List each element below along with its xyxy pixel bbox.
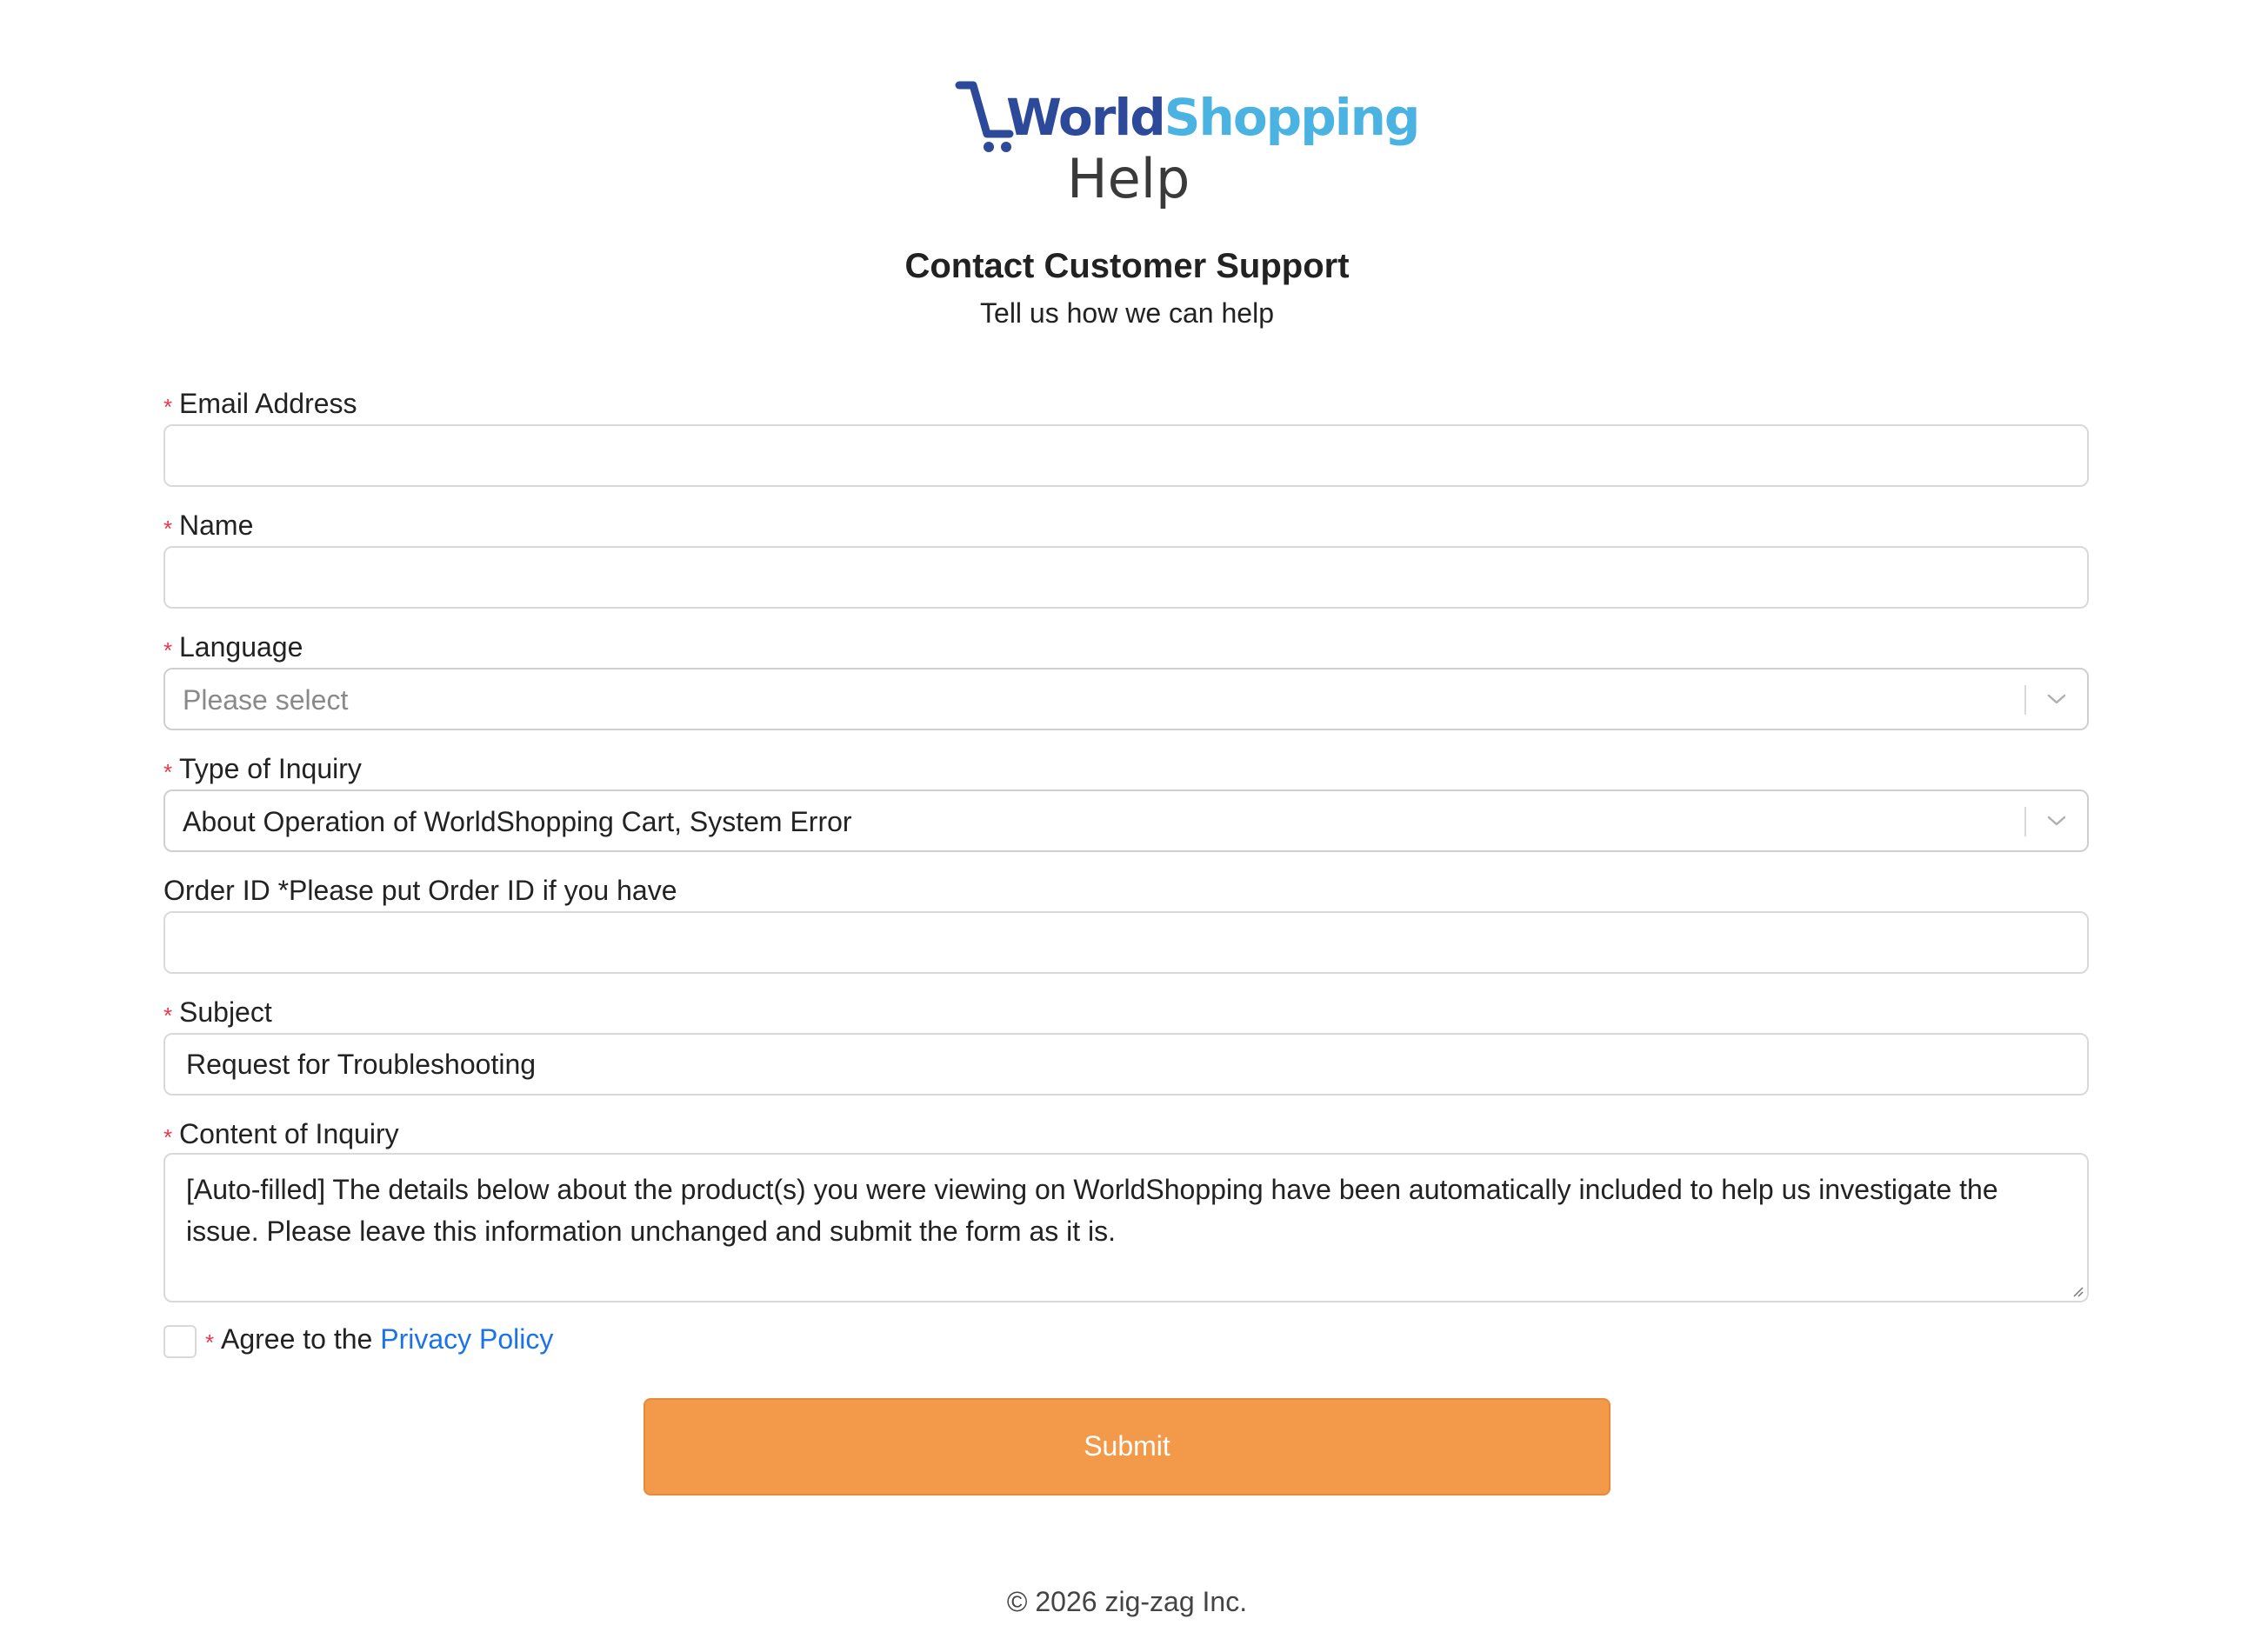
required-marker: * <box>163 759 173 785</box>
logo-help-text: Help <box>1067 147 1190 210</box>
chevron-down-icon <box>2045 812 2068 829</box>
page-subtitle: Tell us how we can help <box>980 297 1274 329</box>
name-field[interactable] <box>163 546 2089 609</box>
email-label <box>163 384 357 426</box>
name-label <box>163 506 253 548</box>
resize-handle-icon[interactable] <box>2070 1283 2084 1297</box>
inquiry-type-label <box>163 749 362 791</box>
required-marker: * <box>163 637 173 663</box>
content-label-text: Content of Inquiry <box>179 1118 399 1149</box>
required-marker: * <box>163 516 173 542</box>
submit-button[interactable]: Submit <box>644 1398 1610 1495</box>
privacy-policy-link[interactable]: Privacy Policy <box>380 1323 554 1355</box>
privacy-agree-text: Agree to the <box>221 1323 381 1355</box>
content-overflow-line <box>186 1292 2066 1302</box>
content-label <box>163 1115 399 1156</box>
content-textarea[interactable] <box>163 1153 2089 1302</box>
order-id-label: Order ID *Please put Order ID if you have <box>163 875 677 906</box>
required-marker: * <box>205 1329 215 1356</box>
worldshopping-help-logo <box>952 78 1419 217</box>
order-id-field[interactable] <box>163 911 2089 974</box>
required-marker: * <box>163 394 173 420</box>
required-marker: * <box>163 1003 173 1029</box>
select-divider <box>2024 807 2026 836</box>
language-label <box>163 628 303 669</box>
subject-label-text: Subject <box>179 996 272 1028</box>
subject-label <box>163 993 272 1035</box>
email-field[interactable] <box>163 424 2089 487</box>
inquiry-type-select[interactable] <box>163 789 2089 852</box>
chevron-down-icon <box>2045 690 2068 708</box>
privacy-agree-checkbox[interactable] <box>163 1325 197 1358</box>
name-label-text: Name <box>179 510 254 541</box>
language-select[interactable] <box>163 668 2089 730</box>
email-label-text: Email Address <box>179 388 357 419</box>
logo-text <box>1006 87 1418 148</box>
language-label-text: Language <box>179 631 303 663</box>
subject-field[interactable]: Request for Troubleshooting <box>163 1033 2089 1096</box>
privacy-agree-label <box>205 1320 553 1362</box>
logo-text-shopping: Shopping <box>1164 88 1419 147</box>
content-text: [Auto-filled] The details below about the product(s) you were viewing on WorldShopping have been automatically included to help us investigate the issue. Please leave this information unchanged and submit the form as it is. <box>186 1174 1998 1247</box>
logo-text-world: World <box>1006 88 1164 147</box>
footer-copyright: © 2026 zig-zag Inc. <box>1006 1586 1248 1617</box>
logo-wordmark <box>952 78 1419 157</box>
required-marker: * <box>163 1124 173 1150</box>
page-title: Contact Customer Support <box>904 247 1350 285</box>
select-divider <box>2024 685 2026 715</box>
language-select-placeholder: Please select <box>183 684 349 716</box>
inquiry-type-select-value: About Operation of WorldShopping Cart, System Error <box>183 806 852 837</box>
inquiry-type-label-text: Type of Inquiry <box>179 753 362 784</box>
